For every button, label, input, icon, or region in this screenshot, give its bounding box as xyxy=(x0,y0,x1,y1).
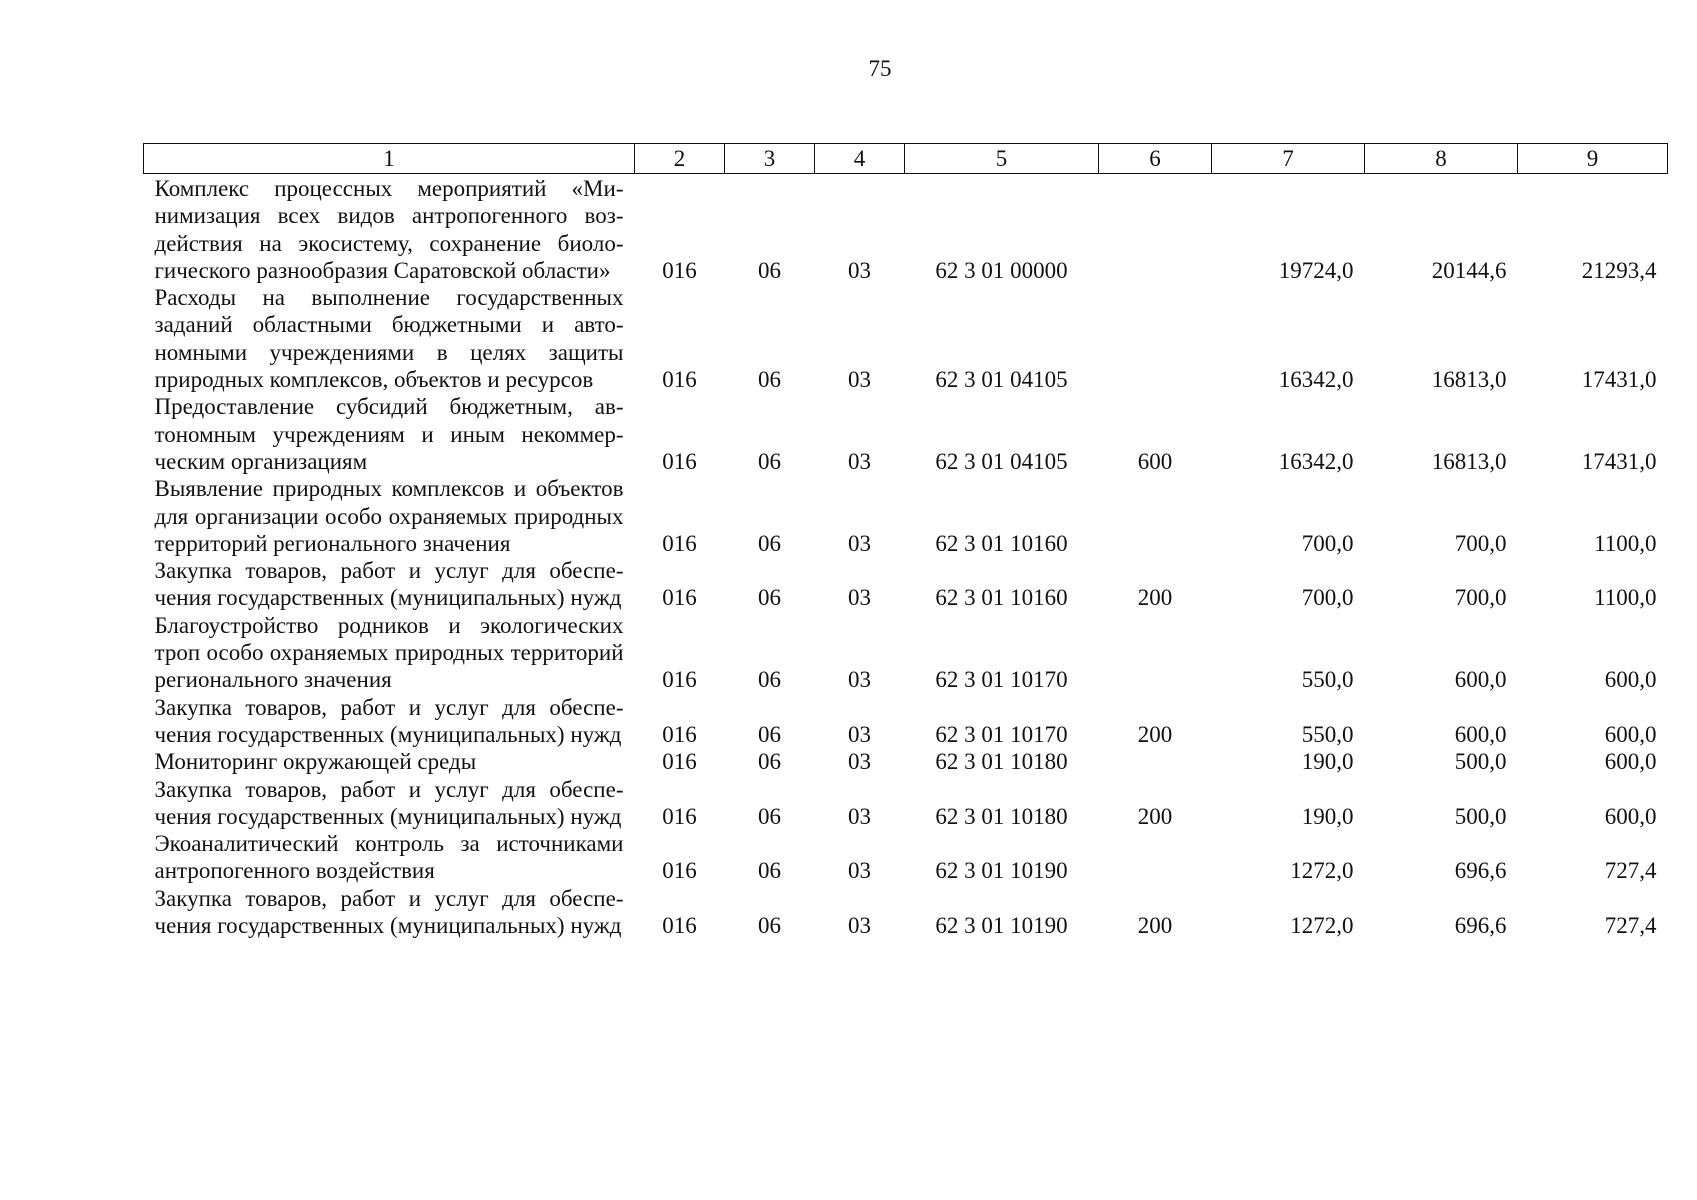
amount-year3-cell: 600,0 xyxy=(1604,803,1657,829)
column-header: 7 xyxy=(1212,144,1365,174)
section-code-cell: 06 xyxy=(758,367,781,393)
table-row xyxy=(144,694,1668,749)
amount-year3-cell: 17431,0 xyxy=(1581,448,1657,474)
expense-name-cell: Комплекс процессных мероприятий «Минимизация всех видов антропогенного воздействия на экосистему, сохранение биологического разнообразия Саратовской области» xyxy=(154,176,624,283)
column-header: 6 xyxy=(1099,144,1212,174)
expense-name-cell: Закупка товаров, работ и услуг для обеспечения государственных (муниципальных) нужд xyxy=(154,694,624,747)
table-row xyxy=(144,393,1668,475)
column-header: 3 xyxy=(725,144,815,174)
expense-name-cell: Выявление природных комплексов и объектов для организации особо охраняемых природных территорий регионального значения xyxy=(154,476,624,556)
expense-name-cell: Закупка товаров, работ и услуг для обеспечения государственных (муниципальных) нужд xyxy=(154,776,624,829)
table-row xyxy=(144,748,1668,775)
table-row xyxy=(144,885,1668,940)
subsection-code-cell: 03 xyxy=(848,257,871,283)
amount-year3-cell: 21293,4 xyxy=(1581,257,1657,283)
column-header: 4 xyxy=(815,144,905,174)
department-code-cell: 016 xyxy=(662,721,697,747)
table-row xyxy=(144,475,1668,557)
section-code-cell: 06 xyxy=(758,448,781,474)
expense-name-cell: Экоаналитический контроль за источниками антропогенного воздействия xyxy=(154,831,624,884)
department-code-cell: 016 xyxy=(662,448,697,474)
amount-year1-cell: 1272,0 xyxy=(1290,858,1354,884)
amount-year2-cell: 700,0 xyxy=(1454,585,1507,611)
subsection-code-cell: 03 xyxy=(848,448,871,474)
section-code-cell: 06 xyxy=(758,257,781,283)
section-code-cell: 06 xyxy=(758,858,781,884)
target-article-cell: 62 3 01 10160 xyxy=(935,585,1068,611)
target-article-cell: 62 3 01 04105 xyxy=(935,448,1068,474)
amount-year1-cell: 550,0 xyxy=(1301,721,1354,747)
table-body xyxy=(144,174,1668,940)
section-code-cell: 06 xyxy=(758,803,781,829)
target-article-cell: 62 3 01 10170 xyxy=(935,667,1068,693)
expense-type-cell xyxy=(1099,748,1212,775)
department-code-cell: 016 xyxy=(662,749,697,775)
department-code-cell: 016 xyxy=(662,803,697,829)
target-article-cell: 62 3 01 10160 xyxy=(935,530,1068,556)
expense-name-cell: Мониторинг окружающей среды xyxy=(154,749,477,775)
column-header: 1 xyxy=(144,144,635,174)
expense-type-cell xyxy=(1099,284,1212,393)
expense-type-cell: 200 xyxy=(1137,721,1173,747)
amount-year3-cell: 1100,0 xyxy=(1594,530,1657,556)
expense-type-cell: 200 xyxy=(1137,585,1173,611)
amount-year2-cell: 700,0 xyxy=(1454,530,1507,556)
subsection-code-cell: 03 xyxy=(848,585,871,611)
expense-name-cell: Благоустройство родников и экологических троп особо охраняемых природных территорий регионального значения xyxy=(154,612,624,693)
target-article-cell: 62 3 01 04105 xyxy=(935,367,1068,393)
amount-year1-cell: 16342,0 xyxy=(1278,367,1354,393)
amount-year1-cell: 550,0 xyxy=(1301,667,1354,693)
section-code-cell: 06 xyxy=(758,585,781,611)
target-article-cell: 62 3 01 00000 xyxy=(935,257,1068,283)
amount-year3-cell: 600,0 xyxy=(1604,749,1657,775)
subsection-code-cell: 03 xyxy=(848,858,871,884)
expense-type-cell: 200 xyxy=(1137,803,1173,829)
subsection-code-cell: 03 xyxy=(848,530,871,556)
target-article-cell: 62 3 01 10190 xyxy=(935,858,1068,884)
column-header: 2 xyxy=(635,144,725,174)
amount-year2-cell: 696,6 xyxy=(1454,913,1507,939)
expense-name-cell: Закупка товаров, работ и услуг для обеспечения государственных (муниципальных) нужд xyxy=(154,558,624,611)
amount-year3-cell: 600,0 xyxy=(1604,721,1657,747)
table-row xyxy=(144,612,1668,694)
department-code-cell: 016 xyxy=(662,530,697,556)
amount-year2-cell: 16813,0 xyxy=(1431,448,1507,474)
amount-year2-cell: 20144,6 xyxy=(1431,257,1507,283)
table-row xyxy=(144,776,1668,831)
department-code-cell: 016 xyxy=(662,913,697,939)
subsection-code-cell: 03 xyxy=(848,721,871,747)
expense-name-cell: Расходы на выполнение государственных заданий областными бюджетными и автономными учреждениями в целях защиты природных комплексов, объектов и ресурсов xyxy=(154,285,624,393)
section-code-cell: 06 xyxy=(758,530,781,556)
subsection-code-cell: 03 xyxy=(848,913,871,939)
section-code-cell: 06 xyxy=(758,721,781,747)
department-code-cell: 016 xyxy=(662,585,697,611)
amount-year2-cell: 696,6 xyxy=(1454,858,1507,884)
amount-year2-cell: 600,0 xyxy=(1454,667,1507,693)
table-row xyxy=(144,284,1668,393)
subsection-code-cell: 03 xyxy=(848,667,871,693)
department-code-cell: 016 xyxy=(662,367,697,393)
department-code-cell: 016 xyxy=(662,667,697,693)
subsection-code-cell: 03 xyxy=(848,749,871,775)
amount-year1-cell: 190,0 xyxy=(1301,749,1354,775)
amount-year2-cell: 16813,0 xyxy=(1431,367,1507,393)
amount-year3-cell: 600,0 xyxy=(1604,667,1657,693)
section-code-cell: 06 xyxy=(758,667,781,693)
amount-year1-cell: 16342,0 xyxy=(1278,448,1354,474)
table-row xyxy=(144,557,1668,612)
expense-type-cell xyxy=(1099,174,1212,285)
expense-type-cell xyxy=(1099,830,1212,885)
amount-year2-cell: 500,0 xyxy=(1454,749,1507,775)
amount-year3-cell: 727,4 xyxy=(1604,858,1657,884)
amount-year1-cell: 190,0 xyxy=(1301,803,1354,829)
amount-year2-cell: 600,0 xyxy=(1454,721,1507,747)
expense-type-cell: 200 xyxy=(1137,913,1173,939)
amount-year3-cell: 17431,0 xyxy=(1581,367,1657,393)
table-row xyxy=(144,830,1668,885)
amount-year1-cell: 700,0 xyxy=(1301,585,1354,611)
department-code-cell: 016 xyxy=(662,257,697,283)
column-header: 8 xyxy=(1365,144,1518,174)
column-header: 9 xyxy=(1518,144,1668,174)
target-article-cell: 62 3 01 10170 xyxy=(935,721,1068,747)
amount-year1-cell: 700,0 xyxy=(1301,530,1354,556)
table-row xyxy=(144,174,1668,285)
amount-year3-cell: 1100,0 xyxy=(1594,585,1657,611)
budget-table xyxy=(143,143,1668,939)
expense-name-cell: Предоставление субсидий бюджетным, автономным учреждениям и иным некоммерческим организациям xyxy=(154,394,624,474)
expense-name-cell: Закупка товаров, работ и услуг для обеспечения государственных (муниципальных) нужд xyxy=(154,885,624,939)
target-article-cell: 62 3 01 10180 xyxy=(935,749,1068,775)
expense-type-cell: 600 xyxy=(1137,448,1173,474)
expense-type-cell xyxy=(1099,612,1212,694)
amount-year1-cell: 1272,0 xyxy=(1290,913,1354,939)
target-article-cell: 62 3 01 10190 xyxy=(935,913,1068,939)
subsection-code-cell: 03 xyxy=(848,803,871,829)
page-number: 75 xyxy=(868,56,892,81)
section-code-cell: 06 xyxy=(758,913,781,939)
column-header: 5 xyxy=(905,144,1099,174)
section-code-cell: 06 xyxy=(758,749,781,775)
amount-year3-cell: 727,4 xyxy=(1604,913,1657,939)
department-code-cell: 016 xyxy=(662,858,697,884)
amount-year1-cell: 19724,0 xyxy=(1278,257,1354,283)
expense-type-cell xyxy=(1099,475,1212,557)
subsection-code-cell: 03 xyxy=(848,367,871,393)
amount-year2-cell: 500,0 xyxy=(1454,803,1507,829)
table-header-row xyxy=(144,144,1668,174)
target-article-cell: 62 3 01 10180 xyxy=(935,803,1068,829)
